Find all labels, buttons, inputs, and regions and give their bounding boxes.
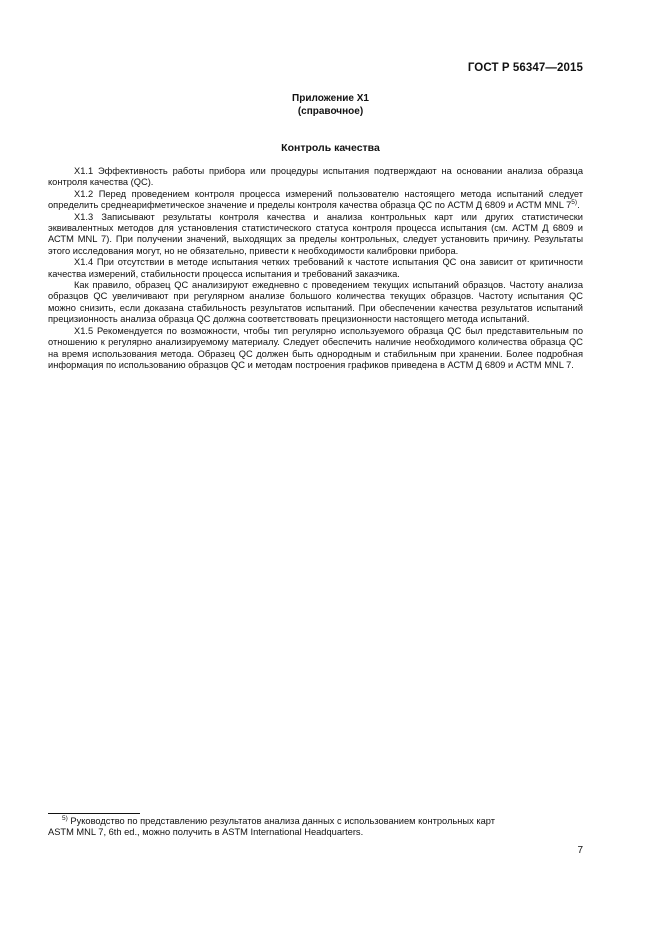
section-title: Контроль качества [281, 142, 380, 154]
document-code: ГОСТ Р 56347—2015 [467, 62, 583, 74]
paragraph-x1-1: Х1.1 Эффективность работы прибора или процедуры испытания подтверждают на основании анализа образца контроля качества (QC). [48, 166, 583, 188]
footnote-line-1 [48, 816, 583, 827]
annex-title: Приложение Х1 [292, 93, 369, 104]
body-text [48, 166, 583, 371]
paragraph-x1-2-end: . [577, 200, 580, 211]
paragraph-x1-3: Х1.3 Записывают результаты контроля качества и анализа контрольных карт или других статистически эквивалентных методов для установления статистического статуса контроля процесса испытания (см. АСТМ Д 6809 и АСТМ MNL 7). При получении значений, выходящих за пределы контрольных, следует установить причину. Результаты этого исследования могут, но не обязательно, привести к необходимости калибровки прибора. [48, 211, 583, 256]
footnote-reference[interactable]: 5) [571, 199, 578, 207]
paragraph-qc-frequency: Как правило, образец QC анализируют ежедневно с проведением текущих испытаний образцов. Частоту анализа образцов QC увеличивают при регулярном анализе большого количества текущих образцов. Частоту испытания QC можно снизить, если доказана стабильность результатов испытаний. При обеспечении качества результатов испытаний прецизионность анализа образца QC должна соответствовать прецизионности настоящего метода испытаний. [48, 280, 583, 325]
paragraph-x1-4: Х1.4 При отсутствии в методе испытания четких требований к частоте испытания QC она зависит от критичности качества измерений, стабильности процесса испытания и требований заказчика. [48, 257, 583, 279]
paragraph-x1-2 [48, 189, 583, 212]
footnote-marker: 5) [62, 815, 68, 822]
annex-heading [0, 92, 661, 118]
paragraph-x1-5: Х1.5 Рекомендуется по возможности, чтобы тип регулярно используемого образца QC был представительным по отношению к регулярно анализируемому материалу. Следует обеспечить наличие необходимого количества образца QC на время использования метода. Образец QC должен быть однородным и стабильным при хранении. Более подробная информация по использованию образцов QC и методам построения графиков приведена в АСТМ Д 6809 и АСТМ MNL 7. [48, 325, 583, 370]
paragraph-x1-2-text: Х1.2 Перед проведением контроля процесса измерений пользователю настоящего метода испытаний следует определить среднеарифметическое значение и пределы контроля качества образца QC по АСТМ Д 6809 и АСТМ MNL 7 [48, 188, 583, 211]
footnote-divider [48, 813, 140, 814]
footnote-text-1: Руководство по представлению результатов анализа данных с использованием контрольных карт [70, 816, 495, 826]
page-number: 7 [577, 845, 583, 856]
annex-subtitle: (справочное) [297, 106, 364, 117]
footnote-text-2: ASTM MNL 7, 6th ed., можно получить в ASTM International Headquarters. [48, 827, 364, 838]
footnote [48, 816, 583, 839]
